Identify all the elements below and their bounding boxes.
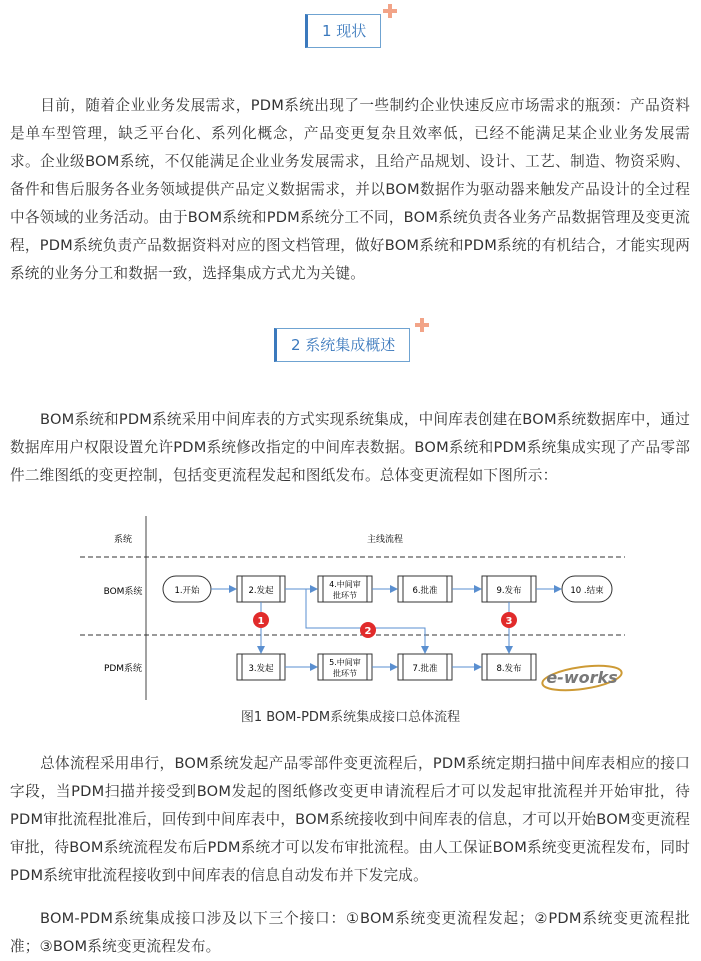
node-bom-review	[318, 576, 372, 602]
node-pdm-approve	[398, 654, 452, 680]
node-bom-initiate	[237, 576, 285, 602]
svg-text:2: 2	[364, 626, 372, 637]
node-bom-review-label: 4.中间审	[329, 580, 361, 589]
header-flow: 主线流程	[366, 535, 404, 545]
node-pdm-review	[318, 654, 372, 680]
section-title-status-text: 1 现状	[322, 22, 367, 40]
paragraph-interfaces: BOM-PDM系统集成接口涉及以下三个接口：①BOM系统变更流程发起；②PDM系统变更流程批准；③BOM系统变更流程发布。	[10, 910, 690, 955]
node-pdm-release-label: 8.发布	[496, 664, 522, 674]
section-title-status	[305, 14, 381, 48]
node-bom-approve-label: 6.批准	[412, 586, 438, 596]
paragraph-flow: 总体流程采用串行，BOM系统发起产品零部件变更流程后，PDM系统定期扫描中间库表相应的接口字段，当PDM扫描并接受到BOM发起的图纸修改变更申请流程后才可以发起审批流程并开始审批，待PDM审批流程批准后，回传到中间库表中，BOM系统接收到中间库表的信息，才可以开始BOM变更流程审批，待BOM系统流程发布后PDM系统才可以发布审批流程。由人工保证BOM系统变更流程发布，同时PDM系统审批流程接收到中间库表的信息自动发布并下发完成。	[10, 755, 690, 884]
node-bom-approve	[398, 576, 452, 602]
paragraph-status: 目前，随着企业业务发展需求，PDM系统出现了一些制约企业快速反应市场需求的瓶颈：产品资料是单车型管理，缺乏平台化、系列化概念，产品变更复杂且效率低，已经不能满足某企业业务发展需求。企业级BOM系统，不仅能满足企业业务发展需求，且给产品规划、设计、工艺、制造、物资采购、备件和售后服务各业务领域提供产品定义数据需求，并以BOM数据作为驱动器来触发产品设计的全过程中各领域的业务活动。由于BOM系统和PDM系统分工不同，BOM系统负责各业务产品数据管理及变更流程，PDM系统负责产品数据资料对应的图文档管理，做好BOM系统和PDM系统的有机结合，才能实现两系统的业务分工和数据一致，选择集成方式尤为关键。	[10, 97, 690, 282]
node-bom-release	[482, 576, 536, 602]
node-pdm-release	[482, 654, 536, 680]
svg-text:1: 1	[257, 616, 265, 627]
marker-1	[253, 612, 269, 628]
header-system: 系统	[113, 535, 133, 545]
plus-decoration-icon	[415, 318, 429, 332]
plus-decoration-icon	[383, 4, 397, 18]
flow-diagram	[0, 510, 701, 700]
figure-caption: 图1 BOM-PDM系统集成接口总体流程	[240, 710, 461, 725]
lane-bom: BOM系统	[103, 587, 143, 597]
node-pdm-review-label2: 批环节	[333, 669, 357, 678]
section-title-overview	[274, 328, 410, 362]
section-title-overview-text: 2 系统集成概述	[291, 336, 396, 354]
node-end-label: 10 .结束	[570, 586, 604, 596]
svg-text:e-works: e-works	[546, 668, 618, 687]
eworks-watermark-logo	[541, 662, 623, 695]
node-bom-review-label2: 批环节	[333, 591, 357, 600]
node-bom-release-label: 9.发布	[496, 586, 522, 596]
marker-3	[501, 612, 517, 628]
svg-text:3: 3	[505, 616, 513, 627]
node-bom-initiate-label: 2.发起	[248, 586, 274, 596]
node-pdm-initiate	[237, 654, 285, 680]
node-pdm-initiate-label: 3.发起	[248, 664, 274, 674]
node-start-label: 1.开始	[174, 586, 200, 596]
lane-pdm: PDM系统	[103, 664, 143, 674]
node-pdm-review-label: 5.中间审	[329, 658, 361, 667]
marker-2	[360, 622, 376, 638]
paragraph-overview: BOM系统和PDM系统采用中间库表的方式实现系统集成，中间库表创建在BOM系统数据库中，通过数据库用户权限设置允许PDM系统修改指定的中间库表数据。BOM系统和PDM系统集成实现了产品零部件二维图纸的变更控制，包括变更流程发起和图纸发布。总体变更流程如下图所示：	[10, 411, 690, 484]
node-pdm-approve-label: 7.批准	[412, 664, 438, 674]
